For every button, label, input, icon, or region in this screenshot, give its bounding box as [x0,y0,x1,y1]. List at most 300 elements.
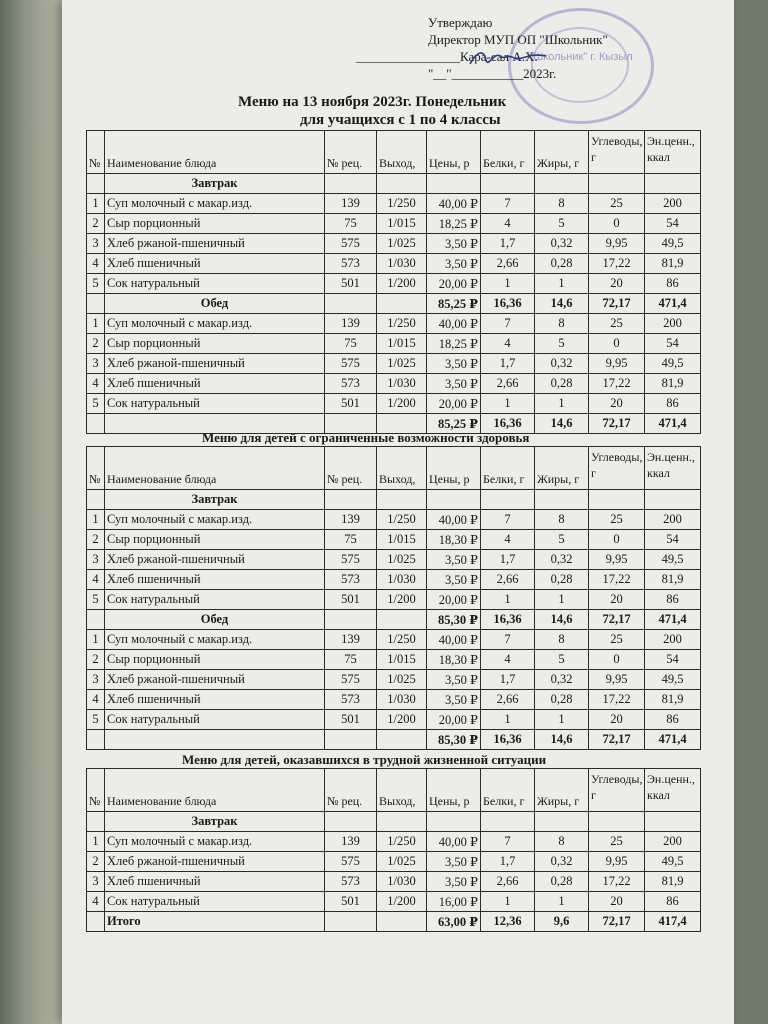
total-protein [481,490,535,510]
dish-name: Сок натуральный [105,274,325,294]
protein: 1 [481,274,535,294]
energy: 81,9 [645,374,701,394]
table-header-row [87,447,701,490]
row-number: 2 [87,334,105,354]
fat: 1 [535,394,589,414]
protein: 2,66 [481,254,535,274]
recipe-number: 75 [325,650,377,670]
price: 3,50 ₽ [427,254,481,274]
portion-output: 1/250 [377,194,427,214]
energy: 86 [645,892,701,912]
protein: 2,66 [481,374,535,394]
dish-name: Хлеб пшеничный [105,872,325,892]
table-row [87,194,701,214]
col-header-fat: Жиры, г [535,447,589,490]
section-row [87,490,701,510]
dish-name: Суп молочный с макар.изд. [105,314,325,334]
recipe-number: 139 [325,510,377,530]
output-empty [377,490,427,510]
protein: 7 [481,194,535,214]
recipe-number: 573 [325,690,377,710]
table-row [87,650,701,670]
total-fat: 14,6 [535,294,589,314]
protein: 1,7 [481,670,535,690]
fat: 1 [535,590,589,610]
col-header-carbs: Углеводы, г [589,447,645,490]
section-row [87,812,701,832]
carbs: 9,95 [589,550,645,570]
portion-output: 1/200 [377,710,427,730]
fat: 0,32 [535,354,589,374]
protein: 1,7 [481,550,535,570]
total-protein: 12,36 [481,912,535,932]
protein: 2,66 [481,872,535,892]
protein: 7 [481,314,535,334]
protein: 1 [481,710,535,730]
fat: 0,28 [535,570,589,590]
price: 20,00 ₽ [427,274,481,294]
price: 40,00 ₽ [427,832,481,852]
energy: 81,9 [645,872,701,892]
row-number: 5 [87,590,105,610]
portion-output: 1/015 [377,530,427,550]
row-number-empty [87,912,105,932]
dish-name: Сок натуральный [105,710,325,730]
total-carbs: 72,17 [589,294,645,314]
protein: 7 [481,832,535,852]
energy: 86 [645,590,701,610]
dish-name: Сыр порционный [105,334,325,354]
row-number: 1 [87,314,105,334]
col-header-carbs: Углеводы, г [589,131,645,174]
total-protein: 16,36 [481,294,535,314]
fat: 0,32 [535,550,589,570]
carbs: 9,95 [589,852,645,872]
energy: 200 [645,194,701,214]
carbs: 25 [589,832,645,852]
energy: 49,5 [645,234,701,254]
dish-name: Хлеб ржаной-пшеничный [105,670,325,690]
recipe-number: 501 [325,590,377,610]
table-row [87,690,701,710]
section-label: Завтрак [105,490,325,510]
total-carbs: 72,17 [589,414,645,434]
recipe-number: 75 [325,214,377,234]
carbs: 0 [589,530,645,550]
price: 40,00 ₽ [427,314,481,334]
fat: 0,28 [535,690,589,710]
dish-name: Сок натуральный [105,590,325,610]
total-row [87,730,701,750]
energy: 49,5 [645,550,701,570]
row-number: 1 [87,630,105,650]
dish-name: Хлеб ржаной-пшеничный [105,234,325,254]
menu-table-hardship-children [86,768,701,932]
energy: 49,5 [645,852,701,872]
output-empty [377,730,427,750]
total-carbs: 72,17 [589,610,645,630]
fat: 0,28 [535,374,589,394]
protein: 2,66 [481,570,535,590]
protein: 4 [481,334,535,354]
fat: 8 [535,510,589,530]
price: 3,50 ₽ [427,852,481,872]
portion-output: 1/030 [377,690,427,710]
table-header-row [87,131,701,174]
total-fat: 14,6 [535,610,589,630]
total-fat [535,812,589,832]
carbs: 17,22 [589,872,645,892]
col-header-price: Цены, р [427,131,481,174]
row-number: 4 [87,374,105,394]
energy: 86 [645,274,701,294]
total-carbs [589,490,645,510]
energy: 54 [645,214,701,234]
portion-output: 1/025 [377,550,427,570]
total-fat [535,174,589,194]
recipe-number: 575 [325,234,377,254]
energy: 86 [645,710,701,730]
price: 3,50 ₽ [427,374,481,394]
portion-output: 1/200 [377,394,427,414]
total-price: 85,25 ₽ [427,414,481,434]
signature-name-line: ________________Кара-сал А.Х. [356,49,538,64]
col-header-price: Цены, р [427,447,481,490]
total-carbs [589,812,645,832]
date-line: "__"___________2023г. [428,66,557,81]
total-price: 63,00 ₽ [427,912,481,932]
protein: 4 [481,214,535,234]
recipe-number: 573 [325,254,377,274]
col-header-recipe: № рец. [325,131,377,174]
section-label: Завтрак [105,812,325,832]
col-header-fat: Жиры, г [535,131,589,174]
table-row [87,872,701,892]
recipe-empty [325,490,377,510]
signature-icon [468,46,548,70]
col-header-name: Наименование блюда [105,131,325,174]
total-energy [645,490,701,510]
table-row [87,832,701,852]
dish-name: Хлеб пшеничный [105,374,325,394]
dish-name: Сыр порционный [105,530,325,550]
section-row [87,174,701,194]
carbs: 20 [589,394,645,414]
row-number-empty [87,414,105,434]
table-row [87,892,701,912]
row-number: 1 [87,194,105,214]
output-empty [377,812,427,832]
table-header-row [87,769,701,812]
col-header-name: Наименование блюда [105,769,325,812]
carbs: 20 [589,590,645,610]
dish-name: Суп молочный с макар.изд. [105,832,325,852]
section-row [87,610,701,630]
row-number: 5 [87,710,105,730]
output-empty [377,912,427,932]
price: 18,25 ₽ [427,334,481,354]
row-number: 4 [87,254,105,274]
price: 3,50 ₽ [427,570,481,590]
dish-name: Хлеб ржаной-пшеничный [105,550,325,570]
carbs: 25 [589,510,645,530]
table-row [87,214,701,234]
portion-output: 1/025 [377,234,427,254]
col-header-number: № [87,131,105,174]
fat: 0,32 [535,234,589,254]
price: 40,00 ₽ [427,510,481,530]
table-row [87,670,701,690]
energy: 54 [645,650,701,670]
stamp-text: "Школьник" г. Кызыл [529,51,633,63]
total-energy: 471,4 [645,414,701,434]
energy: 49,5 [645,354,701,374]
approve-label: Утверждаю [428,15,493,30]
row-number: 3 [87,550,105,570]
protein: 4 [481,650,535,670]
price: 3,50 ₽ [427,690,481,710]
total-price [427,490,481,510]
price: 40,00 ₽ [427,194,481,214]
table-row [87,374,701,394]
row-number: 3 [87,872,105,892]
recipe-number: 139 [325,194,377,214]
col-header-output: Выход, [377,447,427,490]
col-header-energy: Эн.ценн., ккал [645,769,701,812]
recipe-number: 501 [325,710,377,730]
table-row [87,354,701,374]
row-number: 4 [87,570,105,590]
price: 3,50 ₽ [427,872,481,892]
total-energy [645,174,701,194]
row-number: 2 [87,852,105,872]
table-row [87,394,701,414]
fat: 8 [535,194,589,214]
carbs: 25 [589,630,645,650]
row-number: 4 [87,690,105,710]
recipe-number: 575 [325,852,377,872]
menu-table-disabled-children [86,446,701,750]
energy: 86 [645,394,701,414]
director-line: Директор МУП ОП "Школьник" [428,32,608,47]
recipe-number: 75 [325,334,377,354]
total-protein: 16,36 [481,610,535,630]
recipe-number: 575 [325,354,377,374]
row-number-empty [87,730,105,750]
total-protein [481,174,535,194]
total-label: Итого [105,912,325,932]
protein: 1 [481,394,535,414]
portion-output: 1/200 [377,590,427,610]
total-energy: 471,4 [645,294,701,314]
recipe-number: 573 [325,374,377,394]
recipe-empty [325,610,377,630]
recipe-number: 575 [325,670,377,690]
portion-output: 1/200 [377,274,427,294]
recipe-number: 139 [325,832,377,852]
carbs: 20 [589,892,645,912]
price: 40,00 ₽ [427,630,481,650]
col-header-carbs: Углеводы, г [589,769,645,812]
protein: 4 [481,530,535,550]
fat: 5 [535,650,589,670]
carbs: 17,22 [589,570,645,590]
total-price: 85,25 ₽ [427,294,481,314]
protein: 1,7 [481,234,535,254]
total-carbs [589,174,645,194]
dish-name: Сыр порционный [105,214,325,234]
fat: 1 [535,274,589,294]
price: 3,50 ₽ [427,234,481,254]
portion-output: 1/030 [377,570,427,590]
energy: 81,9 [645,570,701,590]
energy: 200 [645,510,701,530]
col-header-output: Выход, [377,769,427,812]
carbs: 0 [589,214,645,234]
col-header-recipe: № рец. [325,769,377,812]
dish-name: Хлеб пшеничный [105,690,325,710]
col-header-energy: Эн.ценн., ккал [645,131,701,174]
price: 18,30 ₽ [427,530,481,550]
price: 3,50 ₽ [427,550,481,570]
section-label: Обед [105,294,325,314]
table-row [87,314,701,334]
col-header-output: Выход, [377,131,427,174]
fat: 0,28 [535,254,589,274]
price: 18,25 ₽ [427,214,481,234]
row-number: 5 [87,394,105,414]
total-price: 85,30 ₽ [427,610,481,630]
fat: 5 [535,334,589,354]
recipe-number: 139 [325,630,377,650]
portion-output: 1/015 [377,650,427,670]
total-price [427,174,481,194]
protein: 2,66 [481,690,535,710]
total-fat [535,490,589,510]
total-energy: 417,4 [645,912,701,932]
protein: 1 [481,590,535,610]
portion-output: 1/250 [377,832,427,852]
energy: 49,5 [645,670,701,690]
dish-name: Хлеб пшеничный [105,570,325,590]
section-label: Завтрак [105,174,325,194]
energy: 81,9 [645,254,701,274]
row-number: 4 [87,892,105,912]
price: 16,00 ₽ [427,892,481,912]
energy: 54 [645,334,701,354]
col-header-price: Цены, р [427,769,481,812]
fat: 0,32 [535,852,589,872]
page-title: Меню на 13 ноября 2023г. Понедельник [238,94,507,110]
fat: 8 [535,314,589,334]
fat: 5 [535,530,589,550]
dish-name: Сок натуральный [105,892,325,912]
fat: 1 [535,892,589,912]
portion-output: 1/250 [377,630,427,650]
output-empty [377,294,427,314]
carbs: 9,95 [589,354,645,374]
carbs: 9,95 [589,670,645,690]
carbs: 25 [589,314,645,334]
total-fat: 14,6 [535,730,589,750]
total-energy: 471,4 [645,610,701,630]
carbs: 0 [589,650,645,670]
table-row [87,630,701,650]
section-title-disabled-children: Меню для детей с ограниченные возможности здоровья [202,430,530,445]
table-row [87,254,701,274]
table-row [87,852,701,872]
portion-output: 1/250 [377,510,427,530]
portion-output: 1/015 [377,214,427,234]
row-number: 2 [87,214,105,234]
portion-output: 1/025 [377,354,427,374]
row-number-empty [87,812,105,832]
col-header-name: Наименование блюда [105,447,325,490]
row-number: 1 [87,510,105,530]
table-row [87,710,701,730]
fat: 0,28 [535,872,589,892]
col-header-protein: Белки, г [481,131,535,174]
table-row [87,570,701,590]
carbs: 20 [589,274,645,294]
total-energy [645,812,701,832]
recipe-number: 139 [325,314,377,334]
dish-name: Суп молочный с макар.изд. [105,510,325,530]
total-fat: 14,6 [535,414,589,434]
protein: 1,7 [481,852,535,872]
total-carbs: 72,17 [589,912,645,932]
price: 3,50 ₽ [427,670,481,690]
recipe-number: 573 [325,570,377,590]
row-number: 3 [87,354,105,374]
fat: 0,32 [535,670,589,690]
total-row [87,912,701,932]
recipe-number: 573 [325,872,377,892]
price: 3,50 ₽ [427,354,481,374]
carbs: 0 [589,334,645,354]
recipe-number: 501 [325,274,377,294]
col-header-recipe: № рец. [325,447,377,490]
section-title-hardship-children: Меню для детей, оказавшихся в трудной жизненной ситуации [182,752,547,767]
recipe-number: 75 [325,530,377,550]
menu-table-grades-1-4 [86,130,701,434]
total-protein: 16,36 [481,414,535,434]
recipe-empty [325,812,377,832]
recipe-number: 575 [325,550,377,570]
energy: 81,9 [645,690,701,710]
carbs: 25 [589,194,645,214]
total-protein [481,812,535,832]
portion-output: 1/030 [377,374,427,394]
row-number: 3 [87,234,105,254]
energy: 200 [645,832,701,852]
row-number-empty [87,610,105,630]
portion-output: 1/030 [377,872,427,892]
section-row [87,294,701,314]
background-edge [0,0,62,1024]
price: 20,00 ₽ [427,710,481,730]
portion-output: 1/025 [377,670,427,690]
protein: 1 [481,892,535,912]
portion-output: 1/025 [377,852,427,872]
row-number: 3 [87,670,105,690]
col-header-number: № [87,769,105,812]
carbs: 17,22 [589,254,645,274]
price: 20,00 ₽ [427,590,481,610]
table-row [87,334,701,354]
dish-name: Сок натуральный [105,394,325,414]
energy: 200 [645,314,701,334]
